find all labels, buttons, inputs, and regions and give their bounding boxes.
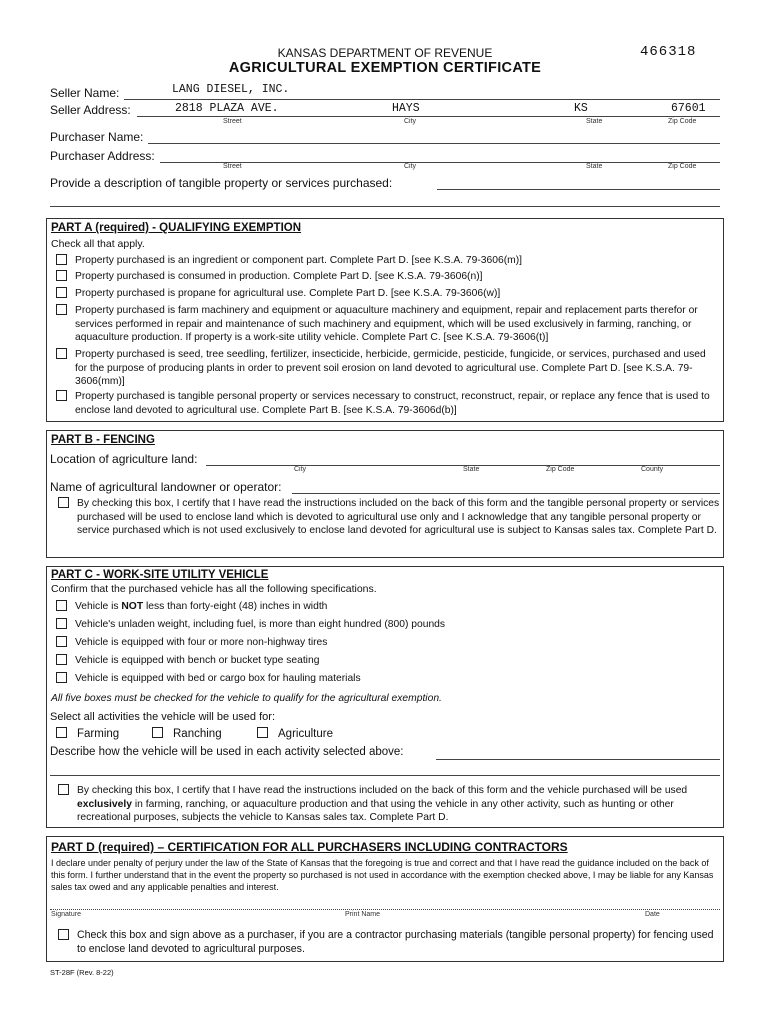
part-a-item: Property purchased is consumed in production. Complete Part D. [see K.S.A. 79-3606(n)]: [56, 270, 720, 284]
purchaser-name-field[interactable]: [148, 143, 720, 144]
seller-name-value: LANG DIESEL, INC.: [172, 83, 290, 96]
caption-state: State: [586, 118, 603, 125]
landowner-label: Name of agricultural landowner or operator:: [50, 480, 282, 494]
form-id: ST-28F (Rev. 8-22): [50, 968, 114, 977]
ranching-checkbox[interactable]: [152, 727, 163, 738]
part-b-section: [46, 430, 724, 558]
part-c-certify: By checking this box, I certify that I have read the instructions included on the back of this form and the vehicle purchased will be used exclusively in farming, ranching, or aquaculture production and that using the vehicle in any other activity, such as hunting or other recreational purposes, subjects the vehicle to Kansas sales tax. Complete Part D.: [58, 784, 720, 825]
caption-zip-2: Zip Code: [668, 163, 697, 170]
part-a-checkbox-4[interactable]: [56, 304, 67, 315]
activity-ranching: Ranching: [152, 727, 222, 740]
part-a-item: Property purchased is seed, tree seedling, fertilizer, insecticide, herbicide, germicide, pesticide, fungicide, or services, purchased and used for the purpose of producing plants in order to prevent soil erosion on land devoted to agricultural use. Complete Part D. [see K.S.A. 79-3606(mm)]: [56, 348, 720, 389]
part-d-declaration: I declare under penalty of perjury under the law of the State of Kansas that the foregoing is true and correct and that I have read the guidance included on the back of this form. I further understand that in the event the property so purchased is not used in accordance with the exemption checked above, I may be liable for any Kansas sales tax owed and any applicable penalties and interest.: [51, 858, 714, 892]
caption-city: City: [404, 118, 417, 125]
caption-zip-b: Zip Code: [546, 466, 575, 473]
part-c-spec: Vehicle's unladen weight, including fuel, is more than eight hundred (800) pounds: [56, 618, 720, 632]
part-b-certify: By checking this box, I certify that I have read the instructions included on the back of this form and the tangible personal property or services purchased will be used to enclose land which is devoted to agricultural use only and I acknowledge that any tangible personal property or service purchased which is not used exclusively to enclose land devoted for agricultural use is subject to Kansas sales tax. Complete Part D.: [58, 497, 720, 538]
part-c-spec: Vehicle is NOT less than forty-eight (48) inches in width: [56, 600, 720, 614]
spec-checkbox-5[interactable]: [56, 672, 67, 683]
part-a-checkbox-1[interactable]: [56, 254, 67, 265]
page-title: AGRICULTURAL EXEMPTION CERTIFICATE: [228, 60, 542, 76]
landowner-field[interactable]: [292, 493, 720, 494]
part-c-instruction: Confirm that the purchased vehicle has all the following specifications.: [51, 583, 377, 595]
vehicle-use-field-line-2[interactable]: [50, 775, 720, 776]
caption-state-b: State: [463, 466, 480, 473]
vehicle-use-field[interactable]: [436, 759, 720, 760]
part-b-checkbox[interactable]: [58, 497, 69, 508]
part-a-title: PART A (required) - QUALIFYING EXEMPTION: [51, 222, 302, 234]
spec-checkbox-4[interactable]: [56, 654, 67, 665]
caption-city-b: City: [294, 466, 307, 473]
caption-city-2: City: [404, 163, 417, 170]
spec-checkbox-1[interactable]: [56, 600, 67, 611]
seller-address-label: Seller Address:: [50, 103, 131, 117]
signature-line[interactable]: [50, 909, 720, 910]
contractor-checkbox[interactable]: [58, 929, 69, 940]
part-a-checkbox-6[interactable]: [56, 390, 67, 401]
date-caption: Date: [645, 911, 660, 918]
purchaser-address-label: Purchaser Address:: [50, 149, 155, 163]
part-a-item: Property purchased is tangible personal property or services necessary to construct, reconstruct, repair, or replace any fence that is used to enclose land devoted to agricultural use. Complete Part B. [see K.S.A. 79-3606d(b)]: [56, 390, 720, 417]
part-b-title: PART B - FENCING: [51, 434, 155, 446]
description-field[interactable]: [437, 189, 720, 190]
seller-name-label: Seller Name:: [50, 86, 120, 100]
description-label: Provide a description of tangible property or services purchased:: [50, 176, 393, 190]
print-name-caption: Print Name: [345, 911, 381, 918]
description-field-line-2[interactable]: [50, 206, 720, 207]
agriculture-land-label: Location of agriculture land:: [50, 452, 198, 466]
caption-county-b: County: [641, 466, 664, 473]
seller-city-value: HAYS: [392, 102, 420, 115]
activities-label: Select all activities the vehicle will be used for:: [50, 711, 275, 723]
part-a-instruction: Check all that apply.: [51, 238, 145, 250]
caption-street-2: Street: [223, 163, 242, 170]
seller-state-value: KS: [574, 102, 588, 115]
part-c-note: All five boxes must be checked for the vehicle to qualify for the agricultural exemption.: [51, 693, 442, 704]
farming-checkbox[interactable]: [56, 727, 67, 738]
part-a-checkbox-3[interactable]: [56, 287, 67, 298]
part-a-item: Property purchased is farm machinery and equipment or aquaculture machinery and equipment, repair and replacement parts therefor or services performed in repair and maintenance of such machinery and equipment, which will be used exclusively in farming, ranching, or aquaculture production. If property is a work-site utility vehicle. Complete Part C. [see K.S.A. 79-3606(t)]: [56, 304, 720, 345]
part-a-checkbox-2[interactable]: [56, 270, 67, 281]
seller-address-field[interactable]: [137, 116, 720, 117]
activity-farming: Farming: [56, 727, 119, 740]
part-c-checkbox[interactable]: [58, 784, 69, 795]
part-c-spec: Vehicle is equipped with four or more non-highway tires: [56, 636, 720, 650]
vehicle-use-label: Describe how the vehicle will be used in each activity selected above:: [50, 746, 404, 758]
department-name: KANSAS DEPARTMENT OF REVENUE: [277, 46, 493, 60]
seller-zip-value: 67601: [671, 102, 706, 115]
form-number: 466318: [640, 44, 697, 60]
caption-state-2: State: [586, 163, 603, 170]
part-a-checkbox-5[interactable]: [56, 348, 67, 359]
part-c-spec: Vehicle is equipped with bed or cargo box for hauling materials: [56, 672, 720, 686]
contractor-certify: Check this box and sign above as a purchaser, if you are a contractor purchasing materials (tangible personal property) for fencing used to enclose land devoted to agricultural purposes.: [58, 929, 720, 956]
agriculture-checkbox[interactable]: [257, 727, 268, 738]
caption-street: Street: [223, 118, 242, 125]
part-d-title: PART D (required) – CERTIFICATION FOR ALL PURCHASERS INCLUDING CONTRACTORS: [51, 840, 568, 854]
activity-agriculture: Agriculture: [257, 727, 333, 740]
spec-checkbox-2[interactable]: [56, 618, 67, 629]
part-a-item: Property purchased is an ingredient or component part. Complete Part D. [see K.S.A. 79-3606(m)]: [56, 254, 720, 268]
caption-zip: Zip Code: [668, 118, 697, 125]
part-c-title: PART C - WORK-SITE UTILITY VEHICLE: [51, 569, 269, 581]
purchaser-address-field[interactable]: [160, 162, 720, 163]
seller-name-field[interactable]: [124, 99, 720, 100]
part-a-item: Property purchased is propane for agricultural use. Complete Part D. [see K.S.A. 79-3606(w)]: [56, 287, 720, 301]
spec-checkbox-3[interactable]: [56, 636, 67, 647]
part-c-spec: Vehicle is equipped with bench or bucket type seating: [56, 654, 720, 668]
signature-caption: Signature: [51, 911, 81, 918]
seller-street-value: 2818 PLAZA AVE.: [175, 102, 279, 115]
purchaser-name-label: Purchaser Name:: [50, 130, 144, 144]
